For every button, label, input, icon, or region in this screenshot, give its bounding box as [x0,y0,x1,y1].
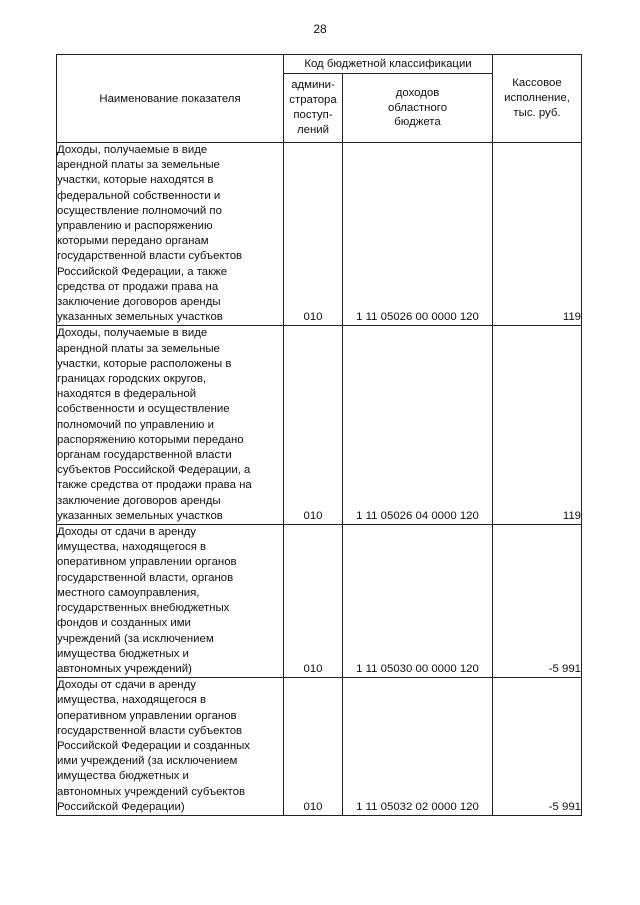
row-budget-code: 1 11 05026 00 0000 120 [343,143,493,326]
row-name-line: местного самоуправления, [57,586,200,599]
row-name-line: заключение договоров аренды [57,494,221,507]
row-name-line: распоряжению которыми передано [57,433,244,446]
header-classification-group: Код бюджетной классификации [284,55,493,74]
row-name-line: Российской Федерации, а также [57,265,228,278]
row-name-line: участки, которые находятся в [57,174,214,187]
row-name-line: заключение договоров аренды [57,296,221,309]
budget-table [56,54,582,816]
row-name-line: автономных учреждений субъектов [57,785,246,798]
row-name-line: указанных земельных участков [57,509,223,522]
row-name-line: арендной платы за земельные [57,159,220,172]
row-name-line: осуществление полномочий по [57,204,222,217]
row-name-line: Доходы, получаемые в виде [57,327,208,340]
row-name-line: государственной власти, органов [57,571,234,584]
row-name-line: имущества бюджетных и [57,647,189,660]
row-name-line: фондов и созданных ими [57,617,191,630]
table-row [57,326,582,525]
table-header [57,55,582,143]
row-name-line: оперативном управлении органов [57,709,237,722]
row-name [57,678,284,816]
header-amount [493,55,582,143]
table-row [57,525,582,678]
header-admin-line: поступ- [293,109,333,121]
row-name-line: арендной платы за земельные [57,342,220,355]
row-name-line: управлению и распоряжению [57,220,213,233]
header-code-line: областного [387,101,448,114]
row-budget-code: 1 11 05032 02 0000 120 [343,678,493,816]
row-budget-code: 1 11 05026 04 0000 120 [343,326,493,525]
row-name-line: находятся в федеральной [57,388,197,401]
header-admin [284,74,343,143]
table-row [57,143,582,326]
row-admin-code: 010 [284,678,343,816]
row-amount: 119 [493,143,582,326]
row-budget-code: 1 11 05030 00 0000 120 [343,525,493,678]
row-name-line: Российской Федерации) [57,800,185,813]
row-name-line: субъектов Российской Федерации, а [57,464,251,477]
header-code [343,74,493,143]
row-name-line: участки, которые расположены в [57,357,232,370]
row-name-line: имущества, находящегося в [57,694,207,707]
row-name-line: имущества, находящегося в [57,541,207,554]
row-name-line: указанных земельных участков [57,311,223,324]
table-row [57,678,582,816]
header-code-line: доходов [395,86,440,99]
row-name-line: учреждений (за исключением [57,632,214,645]
row-name-line: которыми передано органам [57,235,209,248]
row-name-line: оперативном управлении органов [57,556,237,569]
row-name-line: также средства от продажи права на [57,479,252,492]
row-name-line: федеральной собственности и [57,189,221,202]
row-name-line: государственной власти субъектов [57,250,243,263]
row-name-line: средства от продажи права на [57,280,219,293]
row-amount: -5 991 [493,678,582,816]
header-name: Наименование показателя [57,55,284,143]
row-amount: -5 991 [493,525,582,678]
row-admin-code: 010 [284,525,343,678]
row-name-line: органам государственной власти [57,449,232,462]
row-amount: 119 [493,326,582,525]
row-name-line: государственной власти субъектов [57,724,243,737]
row-name-line: автономных учреждений) [57,662,192,675]
row-name-line: Российской Федерации и созданных [57,739,251,752]
page-number: 28 [313,22,327,36]
header-admin-line: стратора [289,94,337,107]
row-name-line: Доходы от сдачи в аренду [57,526,196,539]
header-amount-line: Кассовое [512,77,562,90]
header-amount-line: исполнение, [504,92,570,105]
header-admin-line: админи- [291,79,335,92]
row-admin-code: 010 [284,143,343,326]
header-admin-line: лений [297,123,329,136]
row-name-line: границах городских округов, [57,373,207,386]
row-name-line: Доходы, получаемые в виде [57,144,208,156]
row-name [57,326,284,525]
row-name-line: Доходы от сдачи в аренду [57,679,196,692]
row-name-line: имущества бюджетных и [57,770,189,783]
header-code-line: бюджета [394,116,441,129]
row-name [57,143,284,326]
row-admin-code: 010 [284,326,343,525]
row-name-line: государственных внебюджетных [57,602,230,615]
row-name-line: собственности и осуществление [57,403,230,416]
row-name [57,525,284,678]
row-name-line: полномочий по управлению и [57,418,214,431]
header-amount-line: тыс. руб. [513,106,561,119]
row-name-line: ими учреждений (за исключением [57,755,238,768]
